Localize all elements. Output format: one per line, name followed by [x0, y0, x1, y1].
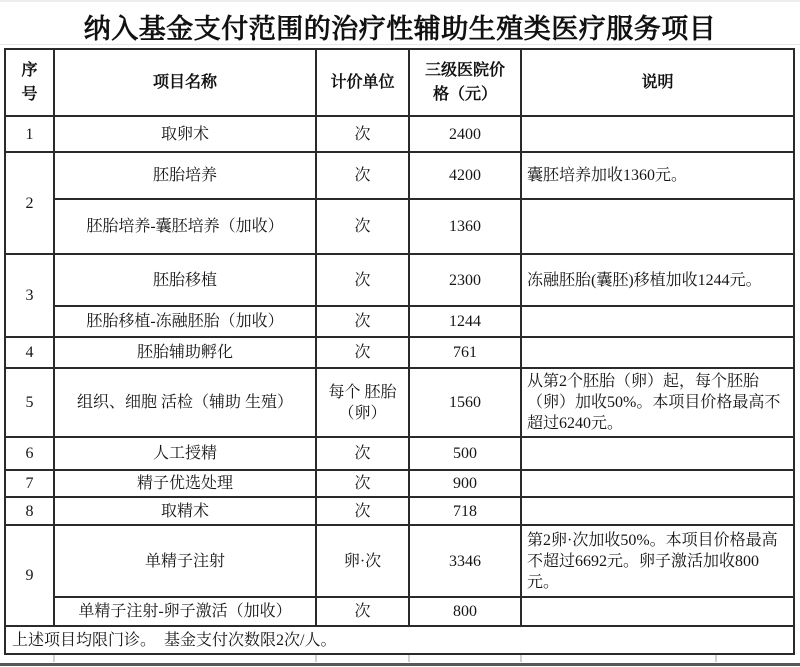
- price-cell: 500: [409, 437, 521, 470]
- table-row: [5, 470, 794, 497]
- title-area: [0, 0, 800, 48]
- price-cell: 900: [409, 470, 521, 497]
- header-item-name: 项目名称: [54, 49, 316, 116]
- row-number-cell: 1: [5, 116, 54, 152]
- note-cell: [521, 497, 794, 525]
- price-cell: 761: [409, 337, 521, 368]
- table-row: [5, 306, 794, 337]
- price-cell: 1560: [409, 368, 521, 437]
- note-cell: [521, 306, 794, 337]
- header-price: 三级医院价格（元）: [409, 49, 521, 116]
- header-unit: 计价单位: [316, 49, 409, 116]
- unit-cell: 次: [316, 437, 409, 470]
- row-number-cell: 8: [5, 497, 54, 525]
- price-cell: 2300: [409, 254, 521, 306]
- note-cell: [521, 597, 794, 626]
- header-note: 说明: [521, 49, 794, 116]
- item-name-cell: 精子优选处理: [54, 470, 316, 497]
- unit-cell: 次: [316, 337, 409, 368]
- note-cell: [521, 437, 794, 470]
- table-row: [5, 152, 794, 199]
- table-row: [5, 368, 794, 437]
- price-cell: 1244: [409, 306, 521, 337]
- price-cell: 3346: [409, 525, 521, 597]
- note-cell: [521, 199, 794, 254]
- row-number-cell: 7: [5, 470, 54, 497]
- note-cell: 囊胚培养加收1360元。: [521, 152, 794, 199]
- footnote-cell: 上述项目均限门诊。 基金支付次数限2次/人。: [5, 626, 794, 654]
- item-name-cell: 单精子注射: [54, 525, 316, 597]
- row-number-cell: 3: [5, 254, 54, 337]
- table-row: [5, 597, 794, 626]
- price-cell: 718: [409, 497, 521, 525]
- note-cell: 第2卵·次加收50%。本项目价格最高不超过6692元。卵子激活加收800元。: [521, 525, 794, 597]
- cropped-gridline: [53, 655, 55, 662]
- price-cell: 2400: [409, 116, 521, 152]
- table-row: [5, 116, 794, 152]
- cropped-next-row: [0, 655, 800, 667]
- row-number-cell: 4: [5, 337, 54, 368]
- footnote-row: [5, 626, 794, 654]
- row-number-cell: 2: [5, 152, 54, 254]
- row-number-cell: 5: [5, 368, 54, 437]
- unit-cell: 次: [316, 497, 409, 525]
- item-name-cell: 胚胎培养: [54, 152, 316, 199]
- note-cell: [521, 337, 794, 368]
- cropped-gridline: [315, 655, 317, 662]
- unit-cell: 次: [316, 254, 409, 306]
- table-row: [5, 254, 794, 306]
- unit-cell: 次: [316, 116, 409, 152]
- unit-cell: 次: [316, 306, 409, 337]
- page-title: 纳入基金支付范围的治疗性辅助生殖类医疗服务项目: [83, 14, 717, 44]
- header-no: 序号: [5, 49, 54, 116]
- unit-cell: 每个 胚胎（卵）: [316, 368, 409, 437]
- unit-cell: 次: [316, 597, 409, 626]
- cropped-gridline: [520, 655, 522, 662]
- item-name-cell: 胚胎移植: [54, 254, 316, 306]
- title-divider: [0, 44, 800, 45]
- item-name-cell: 胚胎培养-囊胚培养（加收）: [54, 199, 316, 254]
- table-row: [5, 497, 794, 525]
- item-name-cell: 单精子注射-卵子激活（加收）: [54, 597, 316, 626]
- price-table-body: [5, 116, 794, 626]
- cropped-row-edge: [0, 663, 800, 666]
- table-row: [5, 437, 794, 470]
- table-row: [5, 199, 794, 254]
- note-cell: [521, 470, 794, 497]
- item-name-cell: 取卵术: [54, 116, 316, 152]
- row-number-cell: 9: [5, 525, 54, 626]
- unit-cell: 卵·次: [316, 525, 409, 597]
- unit-cell: 次: [316, 470, 409, 497]
- cropped-gridline: [408, 655, 410, 662]
- note-cell: 从第2个胚胎（卵）起，每个胚胎（卵）加收50%。本项目价格最高不超过6240元。: [521, 368, 794, 437]
- price-cell: 1360: [409, 199, 521, 254]
- unit-cell: 次: [316, 152, 409, 199]
- price-cell: 4200: [409, 152, 521, 199]
- table-row: [5, 337, 794, 368]
- price-table: [4, 48, 795, 655]
- item-name-cell: 取精术: [54, 497, 316, 525]
- header-row: [5, 49, 794, 116]
- price-cell: 800: [409, 597, 521, 626]
- cropped-gridline: [715, 655, 717, 662]
- row-number-cell: 6: [5, 437, 54, 470]
- item-name-cell: 组织、细胞 活检（辅助 生殖）: [54, 368, 316, 437]
- item-name-cell: 人工授精: [54, 437, 316, 470]
- table-row: [5, 525, 794, 597]
- unit-cell: 次: [316, 199, 409, 254]
- note-cell: [521, 116, 794, 152]
- note-cell: 冻融胚胎(囊胚)移植加收1244元。: [521, 254, 794, 306]
- item-name-cell: 胚胎辅助孵化: [54, 337, 316, 368]
- item-name-cell: 胚胎移植-冻融胚胎（加收）: [54, 306, 316, 337]
